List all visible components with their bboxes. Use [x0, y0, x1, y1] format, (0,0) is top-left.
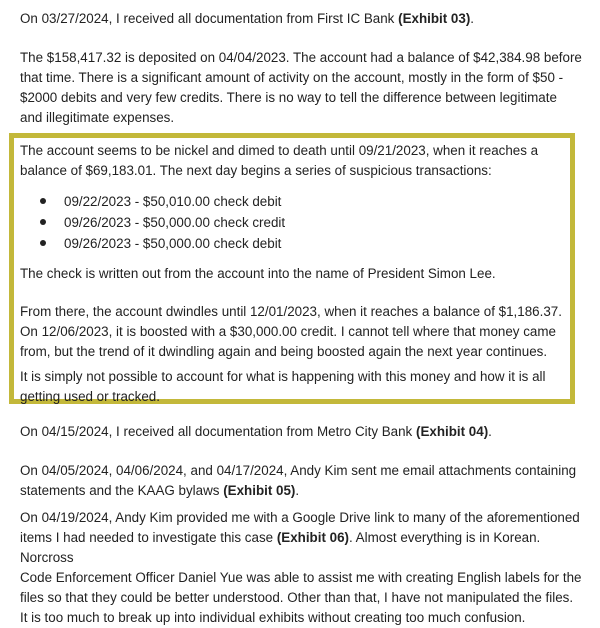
text-line: The account seems to be nickel and dimed to death until 09/21/2023, when it reaches a — [20, 143, 539, 158]
text-line: On 12/06/2023, it is boosted with a $30,000.00 credit. I cannot tell where that money came — [20, 324, 556, 339]
paragraph-google-drive — [20, 508, 588, 628]
transaction-list — [40, 191, 285, 254]
bullet-icon — [40, 240, 46, 246]
bullet-icon — [40, 198, 46, 204]
paragraph-text: On 03/27/2024, I received all documentation from First IC Bank — [20, 11, 399, 26]
paragraph-first-ic-bank: On 03/27/2024, I received all documentation from First IC Bank (Exhibit 03). — [20, 11, 475, 26]
paragraph-dwindles — [20, 302, 588, 362]
text-line: $2000 debits and very few credits. There is no way to tell the difference between legitimate — [20, 90, 557, 105]
paragraph-deposit — [20, 48, 588, 128]
exhibit-reference: (Exhibit 04) — [415, 424, 489, 439]
list-item: 09/22/2023 - $50,010.00 check debit — [40, 191, 285, 212]
exhibit-reference: (Exhibit 06) — [276, 530, 349, 545]
paragraph-email-attachments — [20, 461, 588, 501]
exhibit-reference: (Exhibit 05) — [223, 483, 296, 498]
text-line: On 04/19/2024, Andy Kim provided me with a Google Drive link to many of the aforementioned — [20, 510, 580, 525]
paragraph-nickel-and-dimed — [20, 141, 588, 181]
text-line: files so that they could be better understood. Other than that, I have not manipulated the files. — [20, 590, 574, 605]
text-line: The $158,417.32 is deposited on 04/04/2023. The account had a balance of $42,384.98 before — [20, 50, 582, 65]
bullet-icon — [40, 219, 46, 225]
text-line: On 04/05/2024, 04/06/2024, and 04/17/2024, Andy Kim sent me email attachments containing — [20, 463, 577, 478]
text-line: getting used or tracked. — [20, 389, 160, 404]
text-line: It is too much to break up into individual exhibits without creating too much confusion. — [20, 610, 526, 625]
paragraph-not-possible — [20, 367, 588, 407]
text-line: and illegitimate expenses. — [20, 110, 175, 125]
text-line: From there, the account dwindles until 12/01/2023, when it reaches a balance of $1,186.37. — [20, 304, 562, 319]
text-line: from, but the trend of it dwindling again and being boosted again the next year continues. — [20, 344, 548, 359]
text-line: It is simply not possible to account for what is happening with this money and how it is all — [20, 369, 546, 384]
text-line: statements and the KAAG bylaws (Exhibit 05). — [20, 483, 300, 498]
list-item: 09/26/2023 - $50,000.00 check debit — [40, 233, 285, 254]
text-line: that time. There is a significant amount of activity on the account, mostly in the form of $50 - — [20, 70, 564, 85]
paragraph-metro-city-bank: On 04/15/2024, I received all documentation from Metro City Bank (Exhibit 04). — [20, 424, 492, 439]
paragraph-check-written: The check is written out from the account into the name of President Simon Lee. — [20, 266, 496, 281]
exhibit-reference: (Exhibit 03) — [398, 11, 471, 26]
text-line: Code Enforcement Officer Daniel Yue was able to assist me with creating English labels for the — [20, 570, 582, 585]
text-line: balance of $69,183.01. The next day begins a series of suspicious transactions: — [20, 163, 492, 178]
list-item: 09/26/2023 - $50,000.00 check credit — [40, 212, 285, 233]
text-line: items I had needed to investigate this case (Exhibit 06). Almost everything is in Korean. Norcross — [20, 530, 541, 565]
